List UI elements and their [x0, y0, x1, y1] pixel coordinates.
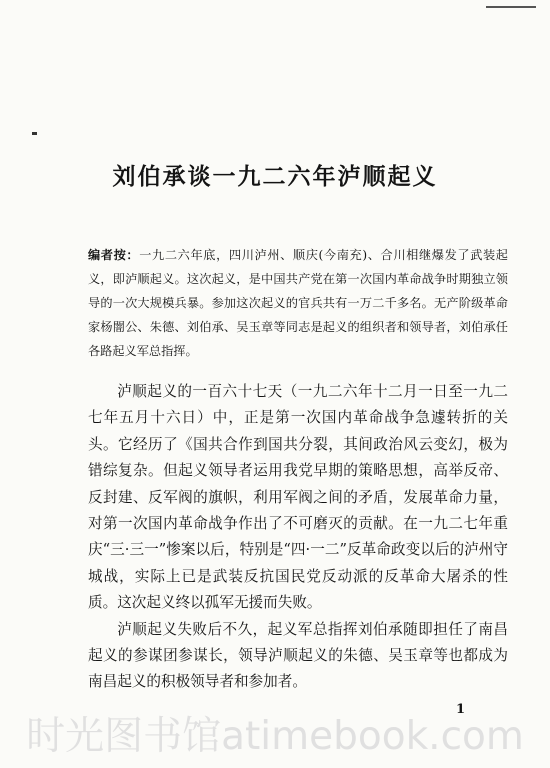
page-number: 1	[456, 702, 466, 717]
scan-mark-top	[486, 6, 536, 8]
article-body	[88, 379, 508, 696]
editor-note-text: 一九二六年底，四川泸州、顺庆(今南充)、合川相继爆发了武装起义，即泸顺起义。这次起义，是中国共产党在第一次国内革命战争时期独立领导的一次大规模兵暴。参加这次起义的官兵共有一万二千多名。无产阶级革命家杨闇公、朱德、刘伯承、吴玉章等同志是起义的组织者和领导者，刘伯承任各路起义军总指挥。	[88, 248, 508, 358]
article-title: 刘伯承谈一九二六年泸顺起义	[112, 163, 438, 190]
editor-note	[88, 243, 508, 363]
editor-note-label: 编者按：	[88, 248, 140, 262]
body-paragraph: 泸顺起义的一百六十七天（一九二六年十二月一日至一九二七年五月十六日）中，正是第一次国内革命战争急遽转折的关头。它经历了《国共合作到国共分裂，其间政治风云变幻，极为错综复杂。但起义领导者运用我党早期的策略思想，高举反帝、反封建、反军阀的旗帜，利用军阀之间的矛盾，发展革命力量，对第一次国内革命战争作出了不可磨灭的贡献。在一九二七年重庆“三·三一”惨案以后，特别是“四·一二”反革命政变以后的泸州守城战，实际上已是武装反抗国民党反动派的反革命大屠杀的性质。这次起义终以孤军无援而失败。	[88, 383, 508, 612]
body-paragraph: 泸顺起义失败后不久，起义军总指挥刘伯承随即担任了南昌起义的参谋团参谋长，领导泸顺起义的朱德、吴玉章等也都成为南昌起义的积极领导者和参加者。	[88, 620, 508, 691]
watermark-text: 时光图书馆atimebook.com	[26, 714, 524, 759]
scan-mark-left	[32, 132, 37, 135]
